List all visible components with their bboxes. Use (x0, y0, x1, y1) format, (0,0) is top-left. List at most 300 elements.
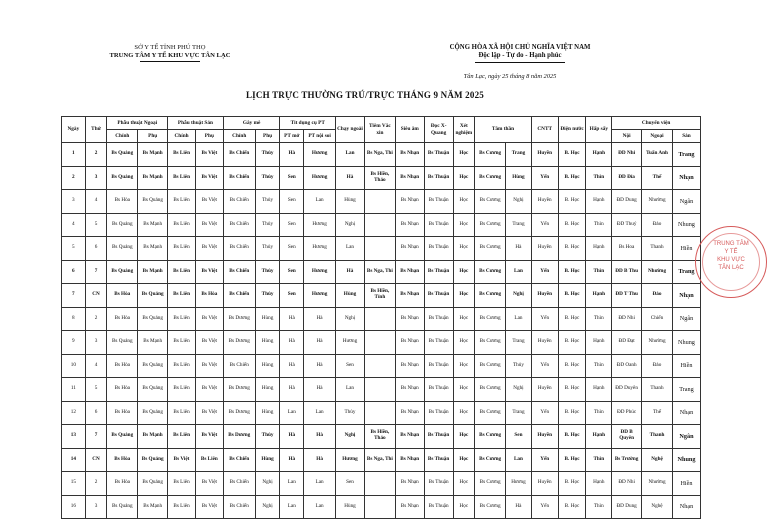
table-cell: B. Học (558, 354, 586, 378)
table-cell: Nghị (506, 378, 532, 402)
table-cell: Bs Nhạn (395, 401, 424, 425)
table-cell: Bs Cương (475, 425, 506, 449)
table-cell: Bs Liên (168, 401, 196, 425)
table-cell: Bs Chiến (223, 472, 255, 496)
col-gay-me: Gây mê (223, 117, 280, 130)
table-cell: 15 (62, 472, 86, 496)
table-cell: Nghị (255, 495, 280, 519)
table-cell: Bs Việt (195, 401, 223, 425)
table-cell: Thìn (586, 448, 612, 472)
table-cell: Bs Quảng (138, 307, 168, 331)
table-cell: Bs Hoa (612, 237, 642, 261)
table-cell: Sen (336, 354, 365, 378)
table-cell: Lan (280, 495, 304, 519)
table-cell: Hà (304, 354, 336, 378)
table-cell: Lan (304, 495, 336, 519)
table-cell: Bs Việt (195, 472, 223, 496)
table-cell: Hạnh (586, 284, 612, 308)
sub-ngoai: Ngoại (642, 130, 673, 143)
table-cell: Bs Quảng (138, 448, 168, 472)
table-cell: Thìn (586, 213, 612, 237)
table-cell: Bs Liên (168, 425, 196, 449)
col-pt-ngoai: Phẫu thuật Ngoại (107, 117, 168, 130)
table-cell: Bs Nga, Thi (364, 448, 395, 472)
table-cell: Thủy (255, 143, 280, 167)
table-cell: Hà (304, 425, 336, 449)
table-cell: Nghị (336, 425, 365, 449)
table-cell: Lan (304, 190, 336, 214)
sub-chinh: Chính (223, 130, 255, 143)
table-cell: Thìn (586, 354, 612, 378)
table-cell: 4 (85, 354, 107, 378)
stamp-text: TÂN LẠC (718, 265, 744, 272)
table-cell: Huyền (531, 237, 558, 261)
document-title: LỊCH TRỰC THƯỜNG TRÚ/TRỰC THÁNG 9 NĂM 2025 (245, 90, 484, 100)
table-cell: Hà (304, 307, 336, 331)
table-row (62, 378, 701, 402)
table-cell: Bs Liên (168, 237, 196, 261)
table-cell: Nghị (506, 284, 532, 308)
table-cell (364, 354, 395, 378)
table-cell: Bs Cương (475, 331, 506, 355)
table-cell: Bs Thuận (424, 331, 453, 355)
table-cell: Nhạn (672, 495, 700, 519)
table-cell: Bs Nhạn (395, 354, 424, 378)
table-row (62, 307, 701, 331)
table-cell: 2 (85, 307, 107, 331)
table-cell: ĐD Nhi (612, 307, 642, 331)
table-cell: Sen (280, 284, 304, 308)
table-cell: Bs Thuận (424, 401, 453, 425)
table-cell: ĐD Duyên (612, 378, 642, 402)
table-cell: Yến (531, 495, 558, 519)
table-cell: Nghị (336, 213, 365, 237)
table-cell: ĐD Nhi (612, 143, 642, 167)
table-row (62, 401, 701, 425)
table-cell: Sen (280, 213, 304, 237)
table-cell: Bs Cương (475, 495, 506, 519)
table-cell: Nhường (642, 331, 673, 355)
table-cell: Bs Việt (195, 495, 223, 519)
table-cell: Bs Nhạn (395, 190, 424, 214)
table-cell: Hạnh (586, 190, 612, 214)
table-cell: Bs Mạnh (138, 166, 168, 190)
table-cell: Thanh (642, 425, 673, 449)
table-cell: Hùng (255, 354, 280, 378)
table-cell: Thìn (586, 166, 612, 190)
sub-phu: Phụ (195, 130, 223, 143)
table-cell: ĐD T Thu (612, 284, 642, 308)
table-cell: Bs Liên (168, 354, 196, 378)
table-cell: CN (85, 448, 107, 472)
table-cell: 5 (85, 213, 107, 237)
table-cell: Chiến (642, 307, 673, 331)
table-cell: Lan (336, 143, 365, 167)
table-cell: Thìn (586, 260, 612, 284)
table-cell: 9 (62, 331, 86, 355)
table-cell: Ngân (672, 190, 700, 214)
table-cell: ĐD B Quyên (612, 425, 642, 449)
table-cell: Học (453, 143, 475, 167)
table-cell: Bs Việt (195, 166, 223, 190)
table-cell: Bs Nga, Thi (364, 260, 395, 284)
table-cell: Bs Quảng (107, 237, 138, 261)
table-cell: 2 (85, 143, 107, 167)
col-chay-ngoai: Chạy ngoài (336, 117, 365, 143)
col-dien-nuoc: Điện nước (558, 117, 586, 143)
table-cell: Trang (672, 143, 700, 167)
table-cell: B. Học (558, 166, 586, 190)
table-cell: Hương (336, 331, 365, 355)
table-cell: Bs Quảng (138, 472, 168, 496)
table-cell: Bs Nhạn (395, 425, 424, 449)
table-cell: Bs Quảng (138, 190, 168, 214)
table-cell: 13 (62, 425, 86, 449)
table-cell: Học (453, 331, 475, 355)
col-tam-than: Tâm thần (475, 117, 532, 143)
table-cell: ĐD Nhi (612, 472, 642, 496)
table-cell: Hạnh (586, 143, 612, 167)
table-cell: Bs Liên (168, 495, 196, 519)
table-cell: Bs Nhạn (395, 472, 424, 496)
table-cell: Ngân (672, 307, 700, 331)
table-cell: Hạnh (586, 237, 612, 261)
table-cell: Trang (506, 401, 532, 425)
table-cell: Học (453, 213, 475, 237)
table-cell: Bs Hòa (107, 401, 138, 425)
table-cell: Hà (280, 354, 304, 378)
table-cell: 3 (85, 495, 107, 519)
table-cell: Bs Quảng (138, 354, 168, 378)
table-cell: Lan (336, 237, 365, 261)
table-cell: Bs Dương (223, 331, 255, 355)
table-cell (364, 331, 395, 355)
table-cell: Bs Dương (223, 378, 255, 402)
sub-san: Sản (672, 130, 700, 143)
table-cell: Nhường (642, 260, 673, 284)
table-cell: Bs Mạnh (138, 331, 168, 355)
table-cell: Thủy (255, 237, 280, 261)
table-row (62, 213, 701, 237)
sub-pt-mo: PT mở (280, 130, 304, 143)
table-cell: Nhạn (672, 284, 700, 308)
table-cell: Lan (506, 260, 532, 284)
table-cell: Nhạn (672, 166, 700, 190)
table-cell: Bs Việt (195, 307, 223, 331)
table-cell: Thủy (255, 284, 280, 308)
table-cell: Bs Hòa (107, 472, 138, 496)
table-cell: Bs Liên (168, 307, 196, 331)
table-cell: Huyền (531, 331, 558, 355)
table-cell: Bs Quảng (107, 260, 138, 284)
table-cell: 11 (62, 378, 86, 402)
table-cell: ĐD Thuý (612, 213, 642, 237)
table-cell: Sen (506, 425, 532, 449)
table-cell: Bs Quảng (107, 425, 138, 449)
table-cell: Bs Cương (475, 237, 506, 261)
table-cell: Bs Cương (475, 284, 506, 308)
table-cell: Lan (280, 401, 304, 425)
table-cell: Bs Mạnh (138, 260, 168, 284)
table-cell: Hà (280, 378, 304, 402)
sub-pt-noi-soi: PT nội soi (304, 130, 336, 143)
col-sieu-am: Siêu âm (395, 117, 424, 143)
table-cell: Học (453, 354, 475, 378)
col-thu: Thứ (85, 117, 107, 143)
table-cell: Bs Quảng (107, 143, 138, 167)
col-tt-dung-cu: Tit dụng cụ PT (280, 117, 336, 130)
table-cell: Học (453, 378, 475, 402)
table-cell: Yến (531, 213, 558, 237)
table-cell: ĐD B Thu (612, 260, 642, 284)
table-cell: Bs Thuận (424, 284, 453, 308)
table-cell: Nhung (672, 331, 700, 355)
col-pt-san: Phẫu thuật Sản (168, 117, 224, 130)
table-cell: Bs Liên (168, 378, 196, 402)
official-stamp (695, 226, 767, 298)
table-cell: B. Học (558, 237, 586, 261)
col-cntt: CNTT (531, 117, 558, 143)
table-cell: Bs Cương (475, 260, 506, 284)
table-cell: Hạnh (586, 425, 612, 449)
table-cell: Bs Việt (195, 425, 223, 449)
table-cell: Học (453, 166, 475, 190)
table-cell: Yến (531, 401, 558, 425)
table-cell: 3 (85, 331, 107, 355)
table-cell: Hùng (336, 495, 365, 519)
table-cell: Đảo (642, 213, 673, 237)
table-cell: Hương (304, 237, 336, 261)
table-cell: Yến (531, 260, 558, 284)
table-cell: 8 (62, 307, 86, 331)
table-cell: Huyền (531, 143, 558, 167)
table-cell: Học (453, 190, 475, 214)
table-cell: Huyền (531, 425, 558, 449)
table-cell: B. Học (558, 331, 586, 355)
table-row (62, 166, 701, 190)
table-cell: Bs Thuận (424, 143, 453, 167)
table-cell: Bs Liên (195, 448, 223, 472)
table-cell: Huyền (531, 472, 558, 496)
table-cell: Học (453, 448, 475, 472)
table-cell (364, 378, 395, 402)
stamp-text: KHU VỰC (717, 257, 745, 264)
table-cell: Bs Cương (475, 401, 506, 425)
table-cell: Bs Liên (168, 213, 196, 237)
table-cell: Hà (280, 448, 304, 472)
table-cell: Bs Nhạn (395, 237, 424, 261)
table-cell: Huyền (531, 190, 558, 214)
table-cell: B. Học (558, 448, 586, 472)
table-cell: Nhường (642, 472, 673, 496)
table-cell: B. Học (558, 190, 586, 214)
department-name: SỞ Y TẾ TỈNH PHÚ THỌ (134, 44, 206, 51)
table-cell (364, 237, 395, 261)
col-tiem-vac-xin: Tiêm Vắc xin (364, 117, 395, 143)
table-cell: Bs Chiến (223, 213, 255, 237)
table-cell: Bs Nhạn (395, 448, 424, 472)
table-cell: Hiền (672, 354, 700, 378)
table-cell: Bs Cương (475, 166, 506, 190)
table-cell (364, 307, 395, 331)
col-doc-x-quang: Đọc X-Quang (424, 117, 453, 143)
table-cell: Bs Chiến (223, 190, 255, 214)
table-row (62, 331, 701, 355)
stamp-text: Y TẾ (724, 249, 738, 256)
table-cell: Bs Nhạn (395, 213, 424, 237)
table-cell: Hùng (336, 284, 365, 308)
table-cell: Nghị (255, 472, 280, 496)
table-cell: ĐD Oanh (612, 354, 642, 378)
table-cell: Học (453, 472, 475, 496)
col-xet-nghiem: Xét nghiệm (453, 117, 475, 143)
table-cell: Bs Chiến (223, 495, 255, 519)
table-cell: 2 (62, 166, 86, 190)
table-row (62, 425, 701, 449)
table-cell: 3 (62, 190, 86, 214)
table-cell: Hùng (255, 448, 280, 472)
table-cell: Sen (336, 472, 365, 496)
table-cell: Bs Việt (195, 354, 223, 378)
table-cell: Nhạn (672, 401, 700, 425)
table-cell (364, 190, 395, 214)
table-cell: Yến (531, 166, 558, 190)
table-cell: Bs Thuận (424, 307, 453, 331)
header-right (400, 44, 640, 63)
table-cell: Bs Việt (195, 378, 223, 402)
table-cell: Bs Việt (168, 448, 196, 472)
table-cell: Bs Thuận (424, 495, 453, 519)
table-cell: Bs Hiền, Thảo (364, 166, 395, 190)
table-cell: Hà (280, 143, 304, 167)
table-cell: Hạnh (586, 331, 612, 355)
table-cell: ĐD Đỉa (612, 166, 642, 190)
table-cell: Hà (506, 495, 532, 519)
table-cell: 2 (85, 472, 107, 496)
table-cell: Bs Cương (475, 472, 506, 496)
table-cell: Hùng (506, 166, 532, 190)
table-body (62, 143, 701, 519)
table-cell: Thủy (336, 401, 365, 425)
table-row (62, 284, 701, 308)
table-cell: 7 (62, 284, 86, 308)
table-cell: Hương (506, 472, 532, 496)
table-cell: Bs Cương (475, 448, 506, 472)
table-cell: 3 (85, 166, 107, 190)
table-cell: Bs Việt (195, 143, 223, 167)
table-cell: B. Học (558, 425, 586, 449)
table-cell: Bs Chiến (223, 284, 255, 308)
table-cell: Bs Trường (612, 448, 642, 472)
table-header-row-1 (62, 117, 701, 130)
table-cell: Nhường (642, 190, 673, 214)
national-motto: Độc lập - Tự do - Hạnh phúc (478, 52, 562, 60)
table-cell: Thìn (586, 495, 612, 519)
table-cell: Bs Thuận (424, 260, 453, 284)
table-cell: Bs Thuận (424, 190, 453, 214)
table-cell: Bs Thuận (424, 448, 453, 472)
table-cell: Bs Nhạn (395, 378, 424, 402)
table-row (62, 354, 701, 378)
table-cell: Trang (506, 331, 532, 355)
table-cell: Hạnh (586, 378, 612, 402)
table-cell: Bs Hòa (107, 354, 138, 378)
table-row (62, 472, 701, 496)
table-cell: Sen (280, 260, 304, 284)
table-cell: Bs Dương (223, 401, 255, 425)
table-cell: Bs Việt (195, 190, 223, 214)
table-cell: Bs Chiến (223, 143, 255, 167)
table-cell: Đảo (642, 284, 673, 308)
table-cell: Bs Hòa (107, 190, 138, 214)
table-cell: Trang (506, 213, 532, 237)
table-cell: Học (453, 401, 475, 425)
table-cell: Bs Việt (195, 213, 223, 237)
table-cell: 7 (85, 425, 107, 449)
table-cell: Bs Cương (475, 307, 506, 331)
table-cell: Học (453, 307, 475, 331)
table-cell: Nghị (336, 307, 365, 331)
table-cell: Hùng (255, 307, 280, 331)
table-cell: Nghệ (642, 495, 673, 519)
table-cell: Bs Quảng (107, 331, 138, 355)
national-title: CỘNG HÒA XÃ HỘI CHỦ NGHĨA VIỆT NAM (449, 44, 591, 51)
table-cell: Bs Việt (195, 237, 223, 261)
table-row (62, 143, 701, 167)
table-cell: Bs Nhạn (395, 260, 424, 284)
table-cell: Sen (280, 190, 304, 214)
table-cell (364, 472, 395, 496)
table-cell: Bs Chiến (223, 260, 255, 284)
table-cell: Huyền (531, 284, 558, 308)
col-chuyen-vien: Chuyển viện (612, 117, 701, 130)
col-hap-say: Hấp sấy (586, 117, 612, 143)
table-cell: 14 (62, 448, 86, 472)
table-cell: 4 (62, 213, 86, 237)
table-cell: Hương (304, 213, 336, 237)
header-right-rule (475, 62, 565, 63)
table-cell: ĐD Đạt (612, 331, 642, 355)
table-cell: Hiền (672, 472, 700, 496)
table-cell: B. Học (558, 495, 586, 519)
table-cell (364, 213, 395, 237)
table-cell: Nhung (672, 213, 700, 237)
table-cell: Nghị (506, 190, 532, 214)
table-cell: Hùng (255, 378, 280, 402)
table-cell: Hùng (255, 331, 280, 355)
table-cell: Hương (304, 166, 336, 190)
center-name: TRUNG TÂM Y TẾ KHU VỰC TÂN LẠC (109, 52, 231, 60)
table-cell: Nghệ (642, 448, 673, 472)
table-cell: Bs Quảng (138, 378, 168, 402)
table-cell: Bs Nhạn (395, 143, 424, 167)
table-cell: Bs Thuận (424, 237, 453, 261)
table-cell: Hà (336, 166, 365, 190)
table-cell: Hùng (336, 190, 365, 214)
table-cell: Bs Nhạn (395, 307, 424, 331)
sub-chinh: Chính (168, 130, 196, 143)
table-cell: Hà (336, 260, 365, 284)
table-cell: Bs Cương (475, 354, 506, 378)
table-row (62, 260, 701, 284)
table-cell: Học (453, 284, 475, 308)
table-cell: Bs Nhạn (395, 495, 424, 519)
table-cell: Đảo (642, 354, 673, 378)
table-cell: 5 (62, 237, 86, 261)
header-left-rule (140, 61, 200, 62)
table-cell: Bs Thuận (424, 354, 453, 378)
table-cell: 4 (85, 190, 107, 214)
